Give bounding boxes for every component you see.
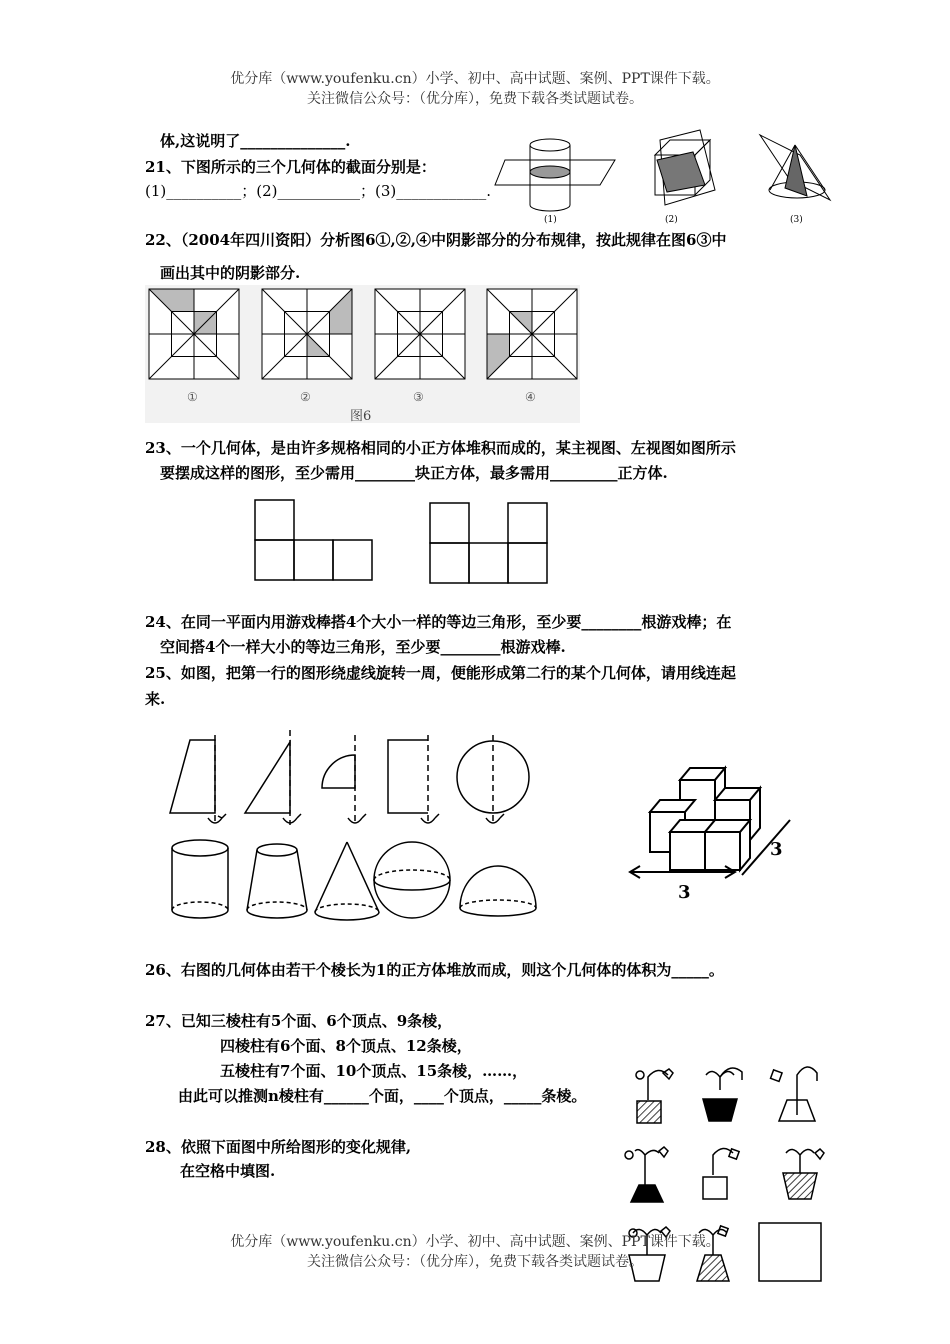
q22-figure-6 bbox=[145, 285, 585, 425]
q27-line-1: 27、已知三棱柱有5个面、6个顶点、9条棱， bbox=[145, 1012, 453, 1030]
q26-dim-depth: 3 bbox=[770, 839, 783, 860]
q24-question-cont: 空间搭4个一样大小的等边三角形，至少要________根游戏棒. bbox=[160, 638, 566, 656]
q21-label-1: (1) bbox=[544, 215, 557, 225]
q24-question: 24、在同一平面内用游戏棒搭4个大小一样的等边三角形，至少要________根游戏棒；在 bbox=[145, 613, 732, 631]
q26-dim-width: 3 bbox=[678, 882, 691, 903]
q23-question: 23、一个几何体，是由许多规格相同的小正方体堆积而成的，某主视图、左视图如图所示 bbox=[145, 439, 736, 457]
q21-question: 21、下图所示的三个几何体的截面分别是： bbox=[145, 158, 436, 176]
q22-label-1: ① bbox=[187, 390, 198, 404]
q21-label-3: (3) bbox=[790, 215, 803, 225]
q28-line-2: 在空格中填图. bbox=[180, 1162, 276, 1180]
cone-section-figure bbox=[760, 135, 830, 225]
q22-label-2: ② bbox=[300, 390, 311, 404]
q27-line-2: 四棱柱有6个面、8个顶点、12条棱， bbox=[220, 1037, 472, 1055]
q26-question: 26、右图的几何体由若干个棱长为1的正方体堆放而成，则这个几何体的体积为_____。 bbox=[145, 961, 724, 979]
q21-sections-figure bbox=[495, 130, 845, 230]
q25-question-cont: 来. bbox=[145, 690, 166, 708]
footer-line-2: 关注微信公众号：（优分库），免费下载各类试题试卷。 bbox=[307, 1254, 643, 1270]
q22-question: 22、（2004年四川资阳）分析图6①,②,④中阴影部分的分布规律，按此规律在图6③中 bbox=[145, 231, 727, 249]
q23-question-cont: 要摆成这样的图形，至少需用________块正方体，最多需用_________正方体. bbox=[160, 464, 668, 482]
left-view bbox=[430, 503, 547, 583]
q21-answers: (1)__________；(2)___________；(3)____________. bbox=[145, 182, 492, 200]
q27-line-3: 五棱柱有7个面、10个顶点、15条棱，……， bbox=[220, 1062, 528, 1080]
q22-label-3: ③ bbox=[413, 390, 424, 404]
q22-caption: 图6 bbox=[350, 409, 372, 424]
header-line-1: 优分库（www.youfenku.cn）小学、初中、高中试题、案例、PPT课件下载。 bbox=[230, 71, 720, 87]
q28-line-1: 28、依照下面图中所给图形的变化规律, bbox=[145, 1138, 412, 1156]
q23-views-figure bbox=[250, 495, 560, 590]
front-view bbox=[255, 500, 372, 580]
q25-rotation-figure bbox=[160, 730, 545, 925]
cube-section-figure bbox=[655, 130, 715, 225]
q22-label-4: ④ bbox=[525, 390, 536, 404]
cylinder-section-figure bbox=[495, 139, 615, 225]
q22-question-cont: 画出其中的阴影部分. bbox=[160, 264, 301, 282]
header-line-2: 关注微信公众号：（优分库），免费下载各类试题试卷。 bbox=[307, 91, 643, 107]
q20-tail: 体,这说明了______________. bbox=[160, 132, 351, 150]
q25-question: 25、如图，把第一行的图形绕虚线旋转一周，便能形成第二行的某个几何体，请用线连起 bbox=[145, 664, 736, 682]
q27-line-4: 由此可以推测n棱柱有______个面，____个顶点，_____条棱。 bbox=[178, 1087, 587, 1105]
footer-line-1: 优分库（www.youfenku.cn）小学、初中、高中试题、案例、PPT课件下载。 bbox=[230, 1234, 720, 1250]
q26-cube-stack-figure bbox=[620, 760, 855, 910]
q21-label-2: (2) bbox=[665, 215, 678, 225]
